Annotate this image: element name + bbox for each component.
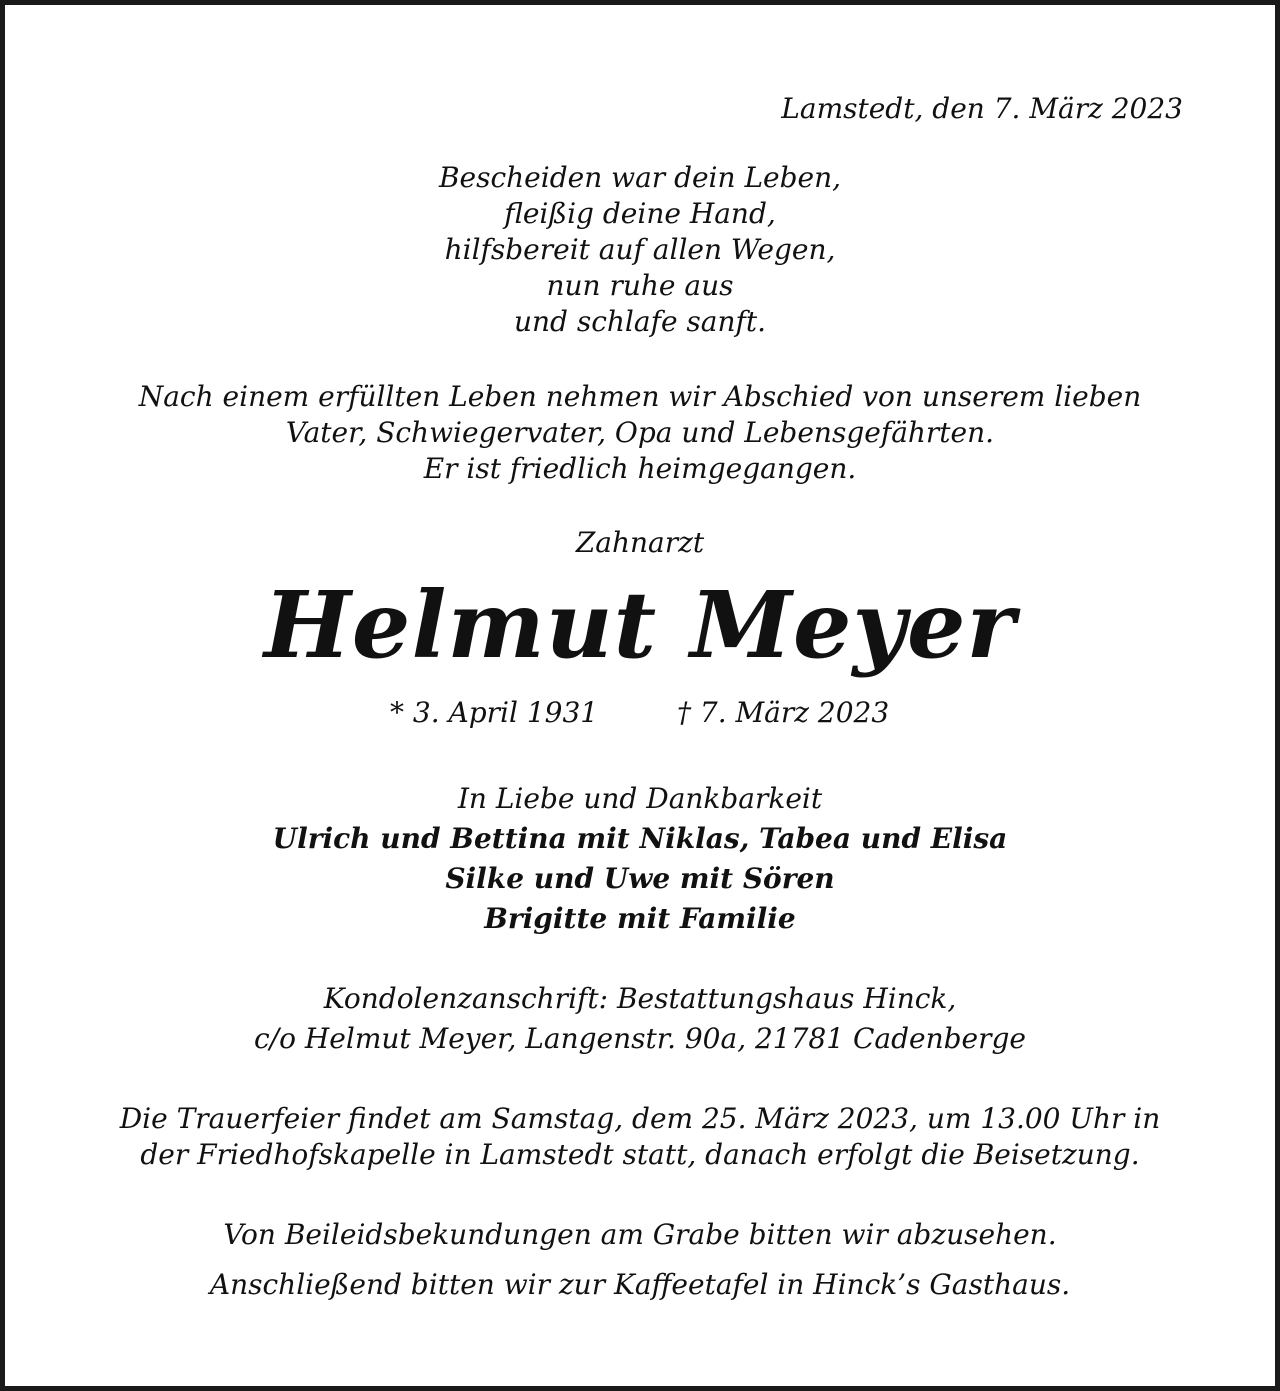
mourner-line: Brigitte mit Familie xyxy=(484,902,796,935)
place-and-date: Lamstedt, den 7. März 2023 xyxy=(781,92,1183,125)
death-date: † 7. März 2023 xyxy=(677,696,890,729)
poem-line: und schlafe sanft. xyxy=(513,305,767,338)
poem-line: hilfsbereit auf allen Wegen, xyxy=(444,233,836,266)
deceased-name: Helmut Meyer xyxy=(264,571,1016,679)
birth-date: * 3. April 1931 xyxy=(390,696,599,729)
condolence-line: Kondolenzanschrift: Bestattungshaus Hinck, xyxy=(323,982,957,1015)
funeral-line: der Friedhofskapelle in Lamstedt statt, danach erfolgt die Beisetzung. xyxy=(140,1138,1140,1171)
condolence-line: c/o Helmut Meyer, Langenstr. 90a, 21781 Cadenberge xyxy=(254,1022,1026,1055)
intro-line: Nach einem erfüllten Leben nehmen wir Abschied von unserem lieben xyxy=(138,380,1142,413)
intro-line: Er ist friedlich heimgegangen. xyxy=(423,452,857,485)
poem-line: fleißig deine Hand, xyxy=(504,197,776,230)
funeral-line: Die Trauerfeier findet am Samstag, dem 25. März 2023, um 13.00 Uhr in xyxy=(119,1102,1161,1135)
mourner-line: Ulrich und Bettina mit Niklas, Tabea und Elisa xyxy=(272,822,1008,855)
mourners-intro: In Liebe und Dankbarkeit xyxy=(457,782,823,815)
poem-line: nun ruhe aus xyxy=(546,269,734,302)
profession: Zahnarzt xyxy=(575,526,705,559)
mourner-line: Silke und Uwe mit Sören xyxy=(445,862,835,895)
poem-line: Bescheiden war dein Leben, xyxy=(438,161,842,194)
closing-line: Von Beileidsbekundungen am Grabe bitten wir abzusehen. xyxy=(223,1218,1057,1251)
closing-line: Anschließend bitten wir zur Kaffeetafel in Hinck’s Gasthaus. xyxy=(209,1268,1071,1301)
intro-line: Vater, Schwiegervater, Opa und Lebensgefährten. xyxy=(285,416,995,449)
